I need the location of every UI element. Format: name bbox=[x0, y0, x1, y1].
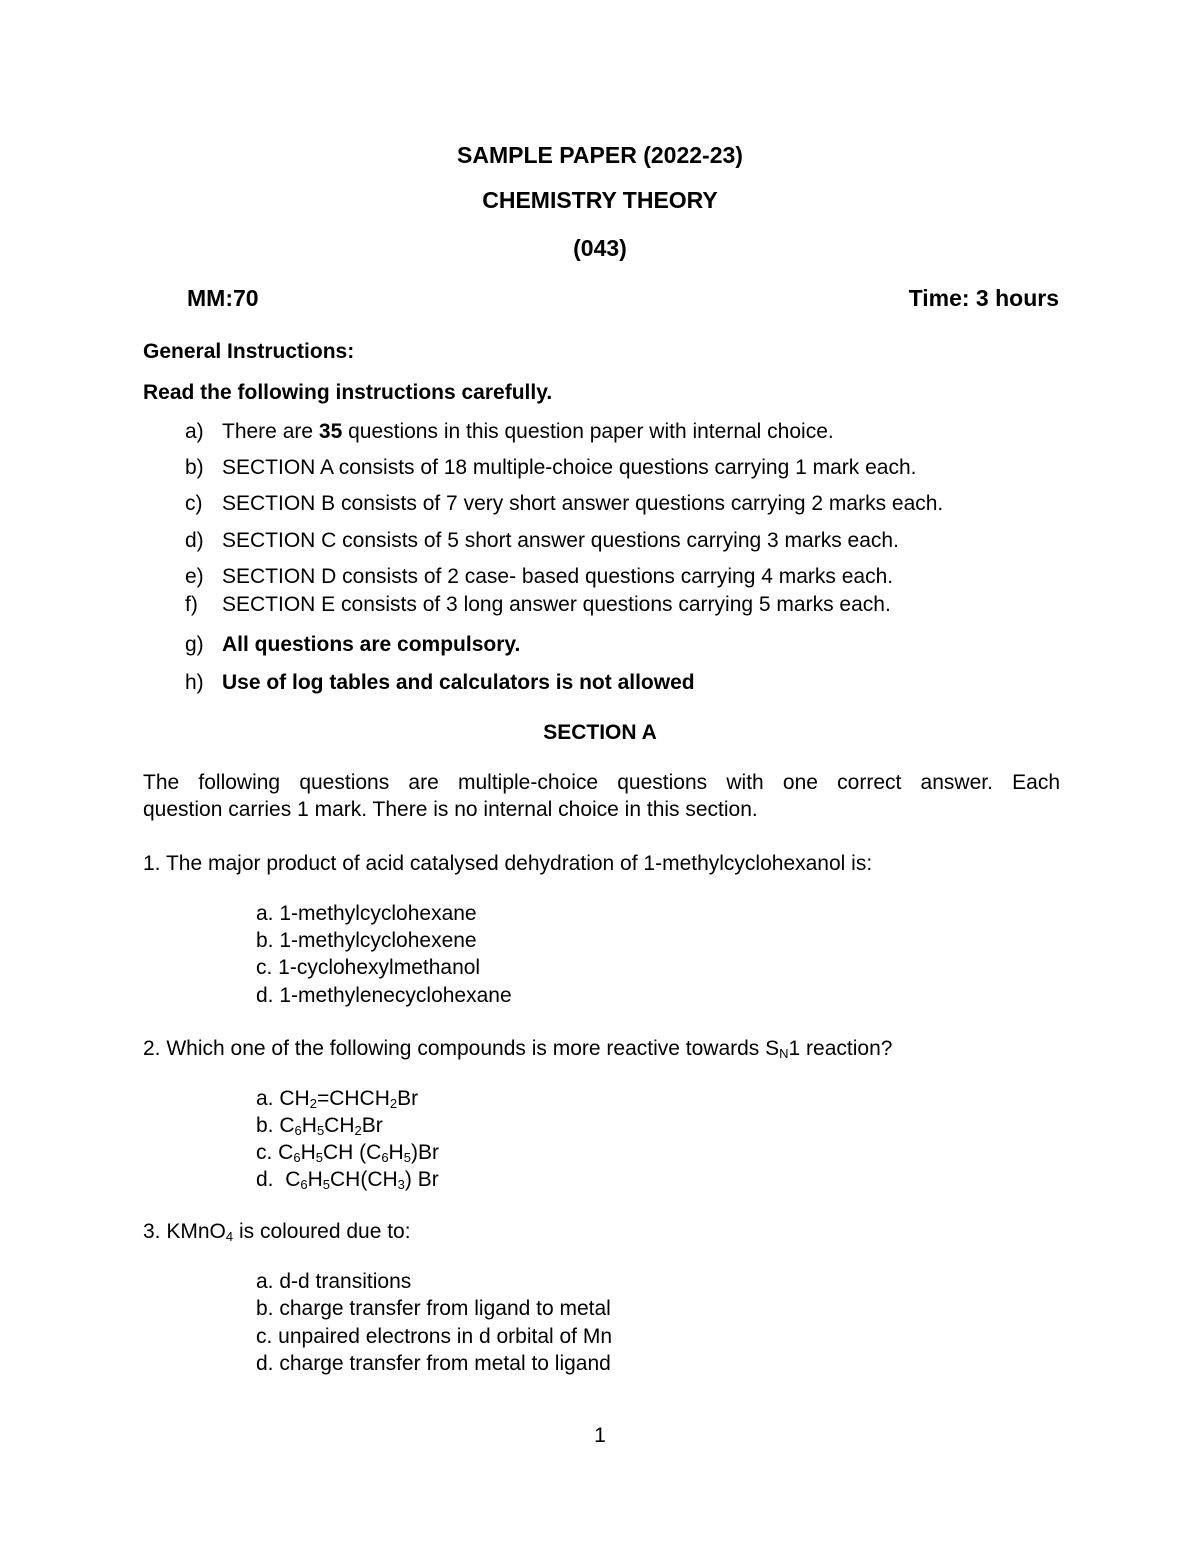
section-a-title: SECTION A bbox=[543, 721, 657, 744]
instruction-item bbox=[185, 456, 916, 480]
subscript: 6 bbox=[381, 1150, 389, 1165]
subscript: 5 bbox=[403, 1150, 411, 1165]
subscript: N bbox=[779, 1046, 789, 1061]
subscript: 5 bbox=[322, 1177, 330, 1192]
formula-part: C bbox=[279, 1114, 295, 1137]
formula-part: Br bbox=[361, 1114, 383, 1137]
question-text: is coloured due to: bbox=[233, 1220, 411, 1243]
question-text: 2. Which one of the following compounds is more reactive towards S bbox=[143, 1037, 780, 1060]
instruction-item bbox=[185, 420, 834, 444]
instruction-text: SECTION D consists of 2 case- based questions carrying 4 marks each. bbox=[222, 565, 894, 588]
option-label: c. bbox=[256, 1141, 279, 1164]
instruction-text: questions in this question paper with internal choice. bbox=[342, 420, 834, 443]
option-label: b. bbox=[256, 1114, 280, 1137]
formula-part: CH(CH bbox=[330, 1168, 398, 1191]
option-2b bbox=[256, 1114, 383, 1138]
option-2d bbox=[256, 1168, 439, 1192]
option-label: a. bbox=[256, 1087, 280, 1110]
subscript: 6 bbox=[294, 1123, 302, 1138]
option-2c bbox=[256, 1141, 439, 1165]
instruction-text: SECTION C consists of 5 short answer questions carrying 3 marks each. bbox=[222, 529, 899, 552]
subject-code: (043) bbox=[573, 235, 627, 261]
formula-part: CH bbox=[279, 1087, 310, 1110]
formula-part: Br bbox=[397, 1087, 419, 1110]
subscript: 2 bbox=[389, 1096, 398, 1111]
formula-part: C bbox=[278, 1141, 294, 1164]
subscript: 2 bbox=[309, 1096, 317, 1111]
subscript: 2 bbox=[354, 1123, 362, 1138]
instruction-letter: b) bbox=[185, 456, 204, 479]
instruction-item bbox=[185, 492, 943, 516]
instructions-subheading: Read the following instructions carefully. bbox=[143, 381, 553, 404]
instruction-letter: e) bbox=[185, 565, 204, 588]
subscript: 5 bbox=[315, 1150, 323, 1165]
option-3c: c. unpaired electrons in d orbital of Mn bbox=[256, 1325, 613, 1348]
question-text: 1 reaction? bbox=[788, 1037, 893, 1060]
instruction-count: 35 bbox=[318, 420, 343, 443]
instruction-text: SECTION B consists of 7 very short answer questions carrying 2 marks each. bbox=[222, 492, 944, 515]
instruction-item bbox=[185, 565, 893, 589]
subscript: 4 bbox=[225, 1229, 234, 1244]
option-1a: a. 1-methylcyclohexane bbox=[256, 902, 477, 925]
instruction-item bbox=[185, 593, 891, 617]
instruction-letter: a) bbox=[185, 420, 204, 443]
option-3b: b. charge transfer from ligand to metal bbox=[256, 1297, 611, 1320]
formula-part: =CHCH bbox=[316, 1087, 390, 1110]
instruction-text: SECTION A consists of 18 multiple-choice questions carrying 1 mark each. bbox=[222, 456, 917, 479]
instruction-item bbox=[185, 671, 695, 695]
instructions-heading: General Instructions: bbox=[143, 340, 355, 363]
instruction-letter: g) bbox=[185, 633, 204, 656]
formula-part: H bbox=[388, 1141, 404, 1164]
section-intro-line: question carries 1 mark. There is no internal choice in this section. bbox=[143, 798, 758, 821]
instruction-item bbox=[185, 529, 899, 553]
subscript: 6 bbox=[300, 1177, 308, 1192]
option-3a: a. d-d transitions bbox=[256, 1270, 412, 1293]
formula-part: )Br bbox=[410, 1141, 439, 1164]
option-1b: b. 1-methylcyclohexene bbox=[256, 929, 477, 952]
instruction-text: All questions are compulsory. bbox=[222, 633, 521, 656]
page-number: 1 bbox=[594, 1424, 606, 1447]
instruction-item bbox=[185, 633, 520, 657]
instruction-letter: c) bbox=[185, 492, 203, 515]
formula-part: CH (C bbox=[322, 1141, 382, 1164]
option-2a bbox=[256, 1087, 418, 1111]
question-2 bbox=[143, 1037, 892, 1061]
paper-title: SAMPLE PAPER (2022-23) bbox=[457, 142, 743, 168]
instruction-letter: h) bbox=[185, 671, 204, 694]
subject-title: CHEMISTRY THEORY bbox=[482, 187, 718, 213]
section-intro-line: The following questions are multiple-choice questions with one correct answer. Each bbox=[143, 771, 1060, 794]
formula-part: C bbox=[285, 1168, 301, 1191]
formula-part: H bbox=[300, 1141, 316, 1164]
subscript: 5 bbox=[316, 1123, 325, 1138]
instruction-text: Use of log tables and calculators is not allowed bbox=[222, 671, 695, 694]
question-1: 1. The major product of acid catalysed dehydration of 1-methylcyclohexanol is: bbox=[143, 852, 873, 875]
instruction-text: There are bbox=[222, 420, 319, 443]
option-1d: d. 1-methylenecyclohexane bbox=[256, 984, 512, 1007]
option-3d: d. charge transfer from metal to ligand bbox=[256, 1352, 611, 1375]
max-marks: MM:70 bbox=[187, 285, 259, 311]
formula-part: ) Br bbox=[404, 1168, 439, 1191]
instruction-text: SECTION E consists of 3 long answer questions carrying 5 marks each. bbox=[222, 593, 891, 616]
subscript: 3 bbox=[397, 1177, 405, 1192]
formula-part: CH bbox=[324, 1114, 355, 1137]
question-text: 3. KMnO bbox=[143, 1220, 226, 1243]
question-3 bbox=[143, 1220, 411, 1244]
formula-part: H bbox=[307, 1168, 323, 1191]
subscript: 6 bbox=[293, 1150, 301, 1165]
formula-part: H bbox=[301, 1114, 317, 1137]
instruction-letter: d) bbox=[185, 529, 204, 552]
instruction-letter: f) bbox=[185, 593, 198, 616]
option-label: d. bbox=[256, 1168, 286, 1191]
option-1c: c. 1-cyclohexylmethanol bbox=[256, 956, 481, 979]
time-allowed: Time: 3 hours bbox=[908, 285, 1059, 311]
